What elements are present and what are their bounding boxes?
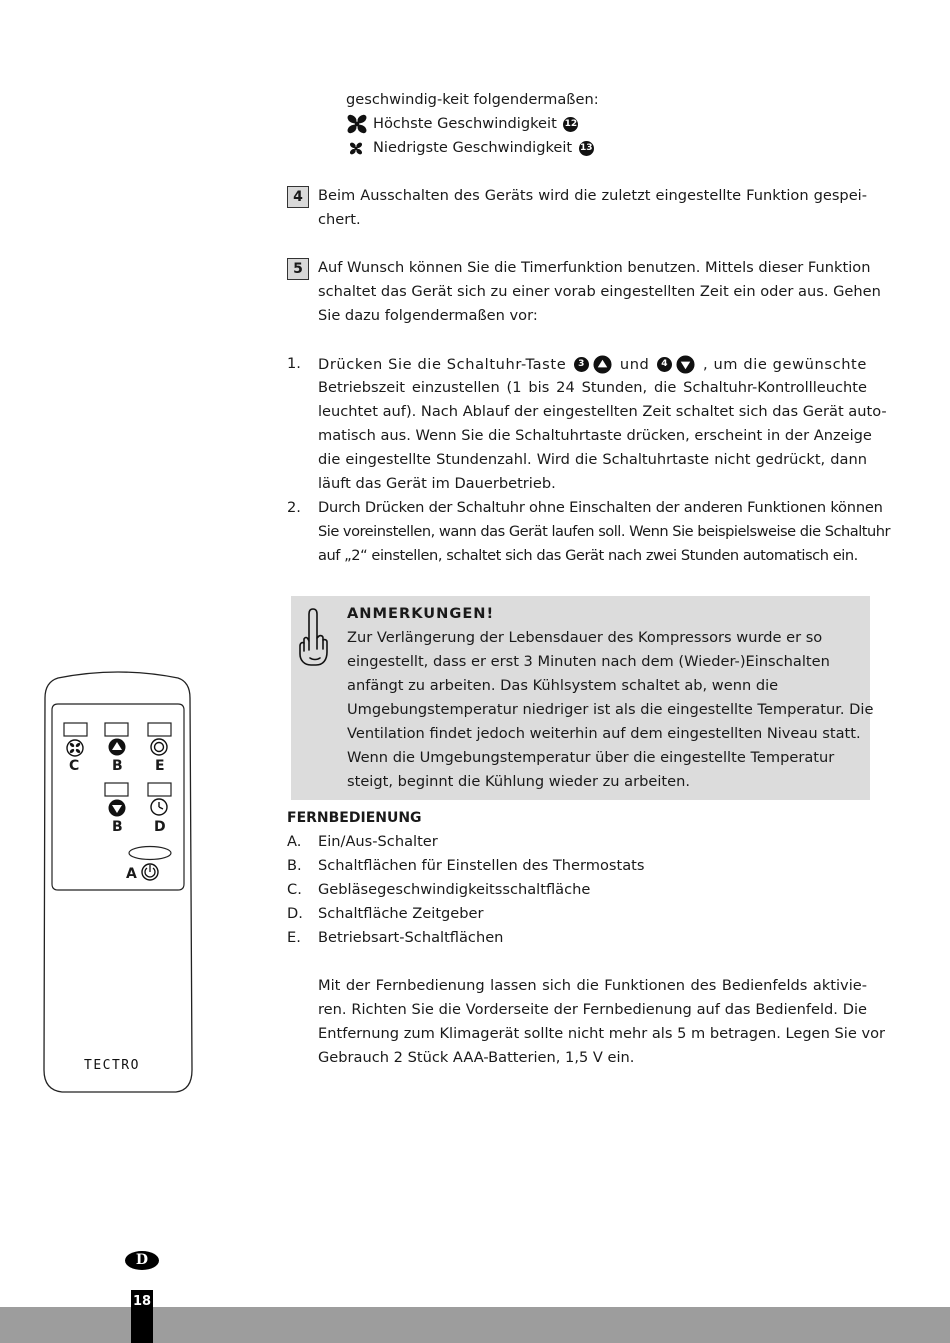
timer-down-combo: [655, 355, 697, 374]
legend-text-a: Ein/Aus-Schalter: [318, 833, 438, 850]
notes-line-1: Zur Verlängerung der Lebensdauer des Kompressors wurde er so: [347, 629, 823, 646]
down-arrow-icon: [676, 355, 695, 374]
remote-paragraph-line-3: Entfernung zum Klimagerät sollte nicht mehr als 5 m betragen. Legen Sie vor: [318, 1025, 886, 1042]
list-number-2: 2.: [287, 499, 301, 516]
step-5-line-2: schaltet das Gerät sich zu einer vorab eingestellten Zeit ein oder aus. Gehen: [318, 283, 881, 300]
list-2-line-2: Sie voreinstellen, wann das Gerät laufen soll. Wenn Sie beispielsweise die Schaltuhr: [318, 523, 890, 540]
remote-paragraph-line-2: ren. Richten Sie die Vorderseite der Fernbedienung auf das Bedienfeld. Die: [318, 1001, 867, 1018]
list-1-line-3: leuchtet auf). Nach Ablauf der eingestellten Zeit schaltet sich das Gerät auto-: [318, 403, 887, 420]
step-5-box: 5: [287, 258, 309, 280]
language-badge: D: [125, 1251, 159, 1270]
step-4-line-2: chert.: [318, 211, 361, 228]
speed-intro: geschwindig-keit folgendermaßen:: [346, 91, 599, 108]
list-1-line-5: die eingestellte Stundenzahl. Wird die Schaltuhrtaste nicht gedrückt, dann: [318, 451, 867, 468]
legend-letter-a: A.: [287, 833, 302, 850]
notes-line-3: anfängt zu arbeiten. Das Kühlsystem schaltet ab, wenn die: [347, 677, 779, 694]
remote-label-b-upper: B: [112, 758, 123, 774]
fan-low-icon: [349, 142, 363, 159]
list-1-line-4: matisch aus. Wenn Sie die Schaltuhrtaste drücken, erscheint in der Anzeige: [318, 427, 872, 444]
notes-line-2: eingestellt, dass er erst 3 Minuten nach dem (Wieder-)Einschalten: [347, 653, 830, 670]
legend-letter-c: C.: [287, 881, 302, 898]
legend-text-e: Betriebsart-Schaltflächen: [318, 929, 504, 946]
legend-letter-e: E.: [287, 929, 301, 946]
list-1-line-2: Betriebszeit einzustellen (1 bis 24 Stunden, die Schaltuhr-Kontrollleuchte: [318, 379, 867, 396]
list-2-line-3: auf „2“ einstellen, schaltet sich das Gerät nach zwei Stunden automatisch ein.: [318, 547, 858, 564]
legend-letter-b: B.: [287, 857, 302, 874]
list-number-1: 1.: [287, 355, 301, 372]
remote-label-e: E: [155, 758, 165, 774]
step-5-line-1: Auf Wunsch können Sie die Timerfunktion benutzen. Mittels dieser Funktion: [318, 259, 871, 276]
remote-label-c: C: [69, 758, 80, 774]
remote-control-illustration: [38, 670, 198, 1102]
remote-heading: FERNBEDIENUNG: [287, 810, 422, 826]
speed-high-line: [373, 112, 580, 136]
up-arrow-icon: [593, 355, 612, 374]
number-4-badge: 4: [657, 357, 672, 372]
legend-text-d: Schaltfläche Zeitgeber: [318, 905, 484, 922]
notes-line-7: steigt, beginnt die Kühlung wieder zu arbeiten.: [347, 773, 691, 790]
list-1-line-6: läuft das Gerät im Dauerbetrieb.: [318, 475, 556, 492]
remote-brand-logo: TECTRO: [84, 1058, 140, 1073]
remote-paragraph-line-4: Gebrauch 2 Stück AAA-Batterien, 1,5 V ein.: [318, 1049, 635, 1066]
remote-label-a: A: [126, 866, 137, 882]
notes-title: ANMERKUNGEN!: [347, 605, 495, 622]
speed-low-number: 13: [579, 141, 594, 156]
step-4-line-1: Beim Ausschalten des Geräts wird die zuletzt eingestellte Funktion gespei-: [318, 187, 867, 204]
legend-letter-d: D.: [287, 905, 303, 922]
remote-paragraph-line-1: Mit der Fernbedienung lassen sich die Funktionen des Bedienfelds aktivie-: [318, 977, 867, 994]
pointing-hand-icon: [296, 606, 330, 672]
notes-line-6: Wenn die Umgebungstemperatur über die eingestellte Temperatur: [347, 749, 835, 766]
list-1-text-b: und: [619, 355, 650, 373]
list-1-text-a: Drücken Sie die Schaltuhr-Taste: [318, 355, 567, 373]
list-1-text-c: , um die gewünschte: [702, 355, 867, 373]
legend-text-c: Gebläsegeschwindigkeitsschaltfläche: [318, 881, 591, 898]
number-3-badge: 3: [574, 357, 589, 372]
speed-low-text: Niedrigste Geschwindigkeit: [373, 139, 573, 156]
timer-up-combo: [572, 355, 614, 374]
list-1-line-1: [318, 352, 867, 376]
notes-line-4: Umgebungstemperatur niedriger ist als die eingestellte Temperatur. Die: [347, 701, 874, 718]
speed-high-number: 12: [563, 117, 578, 132]
remote-label-d: D: [154, 819, 166, 835]
list-2-line-1: Durch Drücken der Schaltuhr ohne Einschalten der anderen Funktionen können: [318, 499, 883, 516]
page-number: 18: [131, 1290, 153, 1343]
notes-line-5: Ventilation findet jedoch weiterhin auf dem eingestellten Niveau statt.: [347, 725, 861, 742]
speed-low-line: [373, 136, 596, 160]
step-4-box: 4: [287, 186, 309, 208]
remote-label-b-lower: B: [112, 819, 123, 835]
speed-high-text: Höchste Geschwindigkeit: [373, 115, 557, 132]
legend-text-b: Schaltflächen für Einstellen des Thermostats: [318, 857, 645, 874]
step-5-line-3: Sie dazu folgendermaßen vor:: [318, 307, 538, 324]
fan-high-icon: [346, 114, 368, 138]
